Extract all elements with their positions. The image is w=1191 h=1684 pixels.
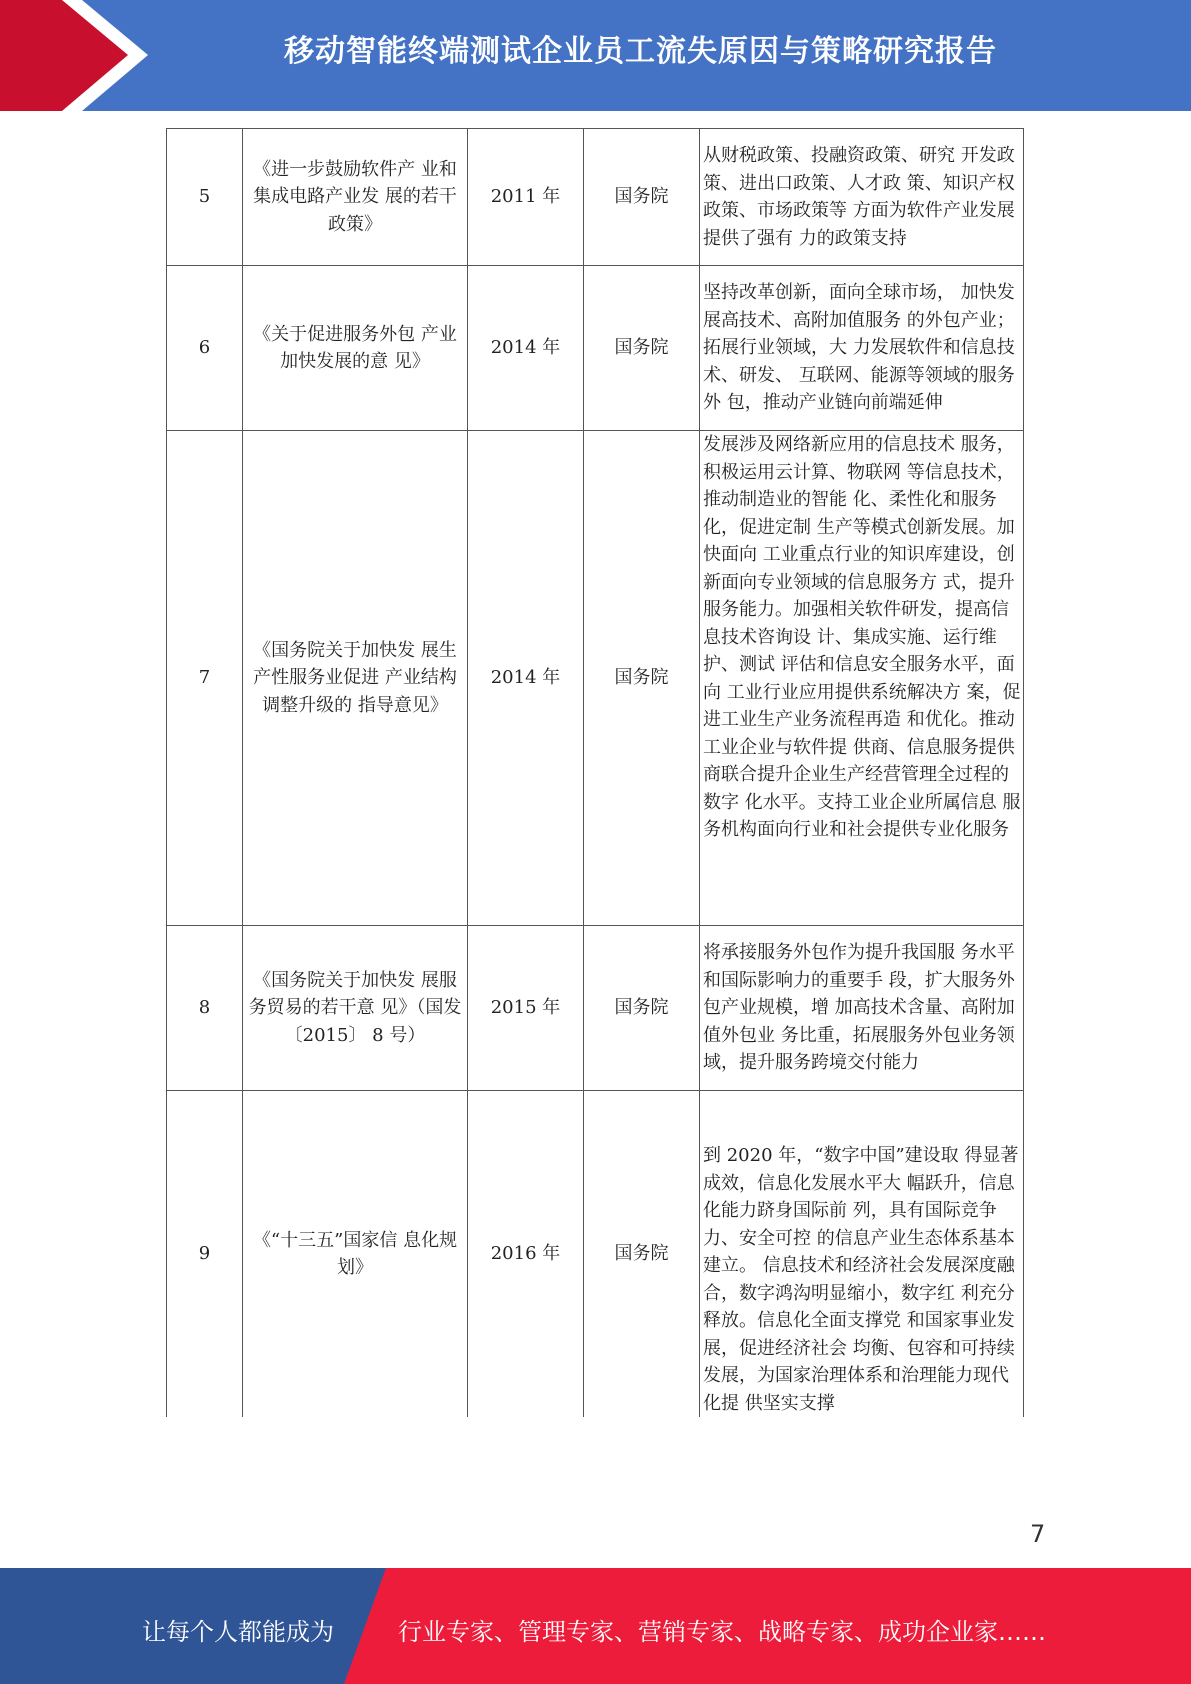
policy-description: 坚持改革创新，面向全球市场， 加快发展高技术、高附加值服务 的外包产业；拓展行业领域，大 力发展软件和信息技术、研发、 互联网、能源等领域的服务外 包，推动产业链向前端延伸 bbox=[700, 266, 1024, 431]
footer-slogan-left: 让每个人都能成为 bbox=[142, 1618, 334, 1646]
table-row bbox=[167, 1091, 1024, 1418]
table-row bbox=[167, 266, 1024, 431]
policy-issuer: 国务院 bbox=[584, 129, 700, 266]
policy-description: 将承接服务外包作为提升我国服 务水平和国际影响力的重要手 段，扩大服务外包产业规模，增 加高技术含量、高附加值外包业 务比重，拓展服务外包业务领 域，提升服务跨境交付能力 bbox=[700, 926, 1024, 1091]
policy-year: 2011 年 bbox=[468, 129, 584, 266]
policy-table bbox=[166, 128, 1024, 1417]
row-number: 9 bbox=[167, 1091, 243, 1418]
footer-slogan-right: 行业专家、管理专家、营销专家、战略专家、成功企业家…… bbox=[398, 1618, 1046, 1646]
policy-description: 从财税政策、投融资政策、研究 开发政策、进出口政策、人才政 策、知识产权政策、市场政策等 方面为软件产业发展提供了强有 力的政策支持 bbox=[700, 129, 1024, 266]
policy-name: 《“十三五”国家信 息化规划》 bbox=[243, 1091, 468, 1418]
table-row bbox=[167, 431, 1024, 926]
policy-issuer: 国务院 bbox=[584, 431, 700, 926]
row-number: 6 bbox=[167, 266, 243, 431]
page-header bbox=[0, 0, 1191, 111]
policy-name: 《关于促进服务外包 产业加快发展的意 见》 bbox=[243, 266, 468, 431]
policy-year: 2014 年 bbox=[468, 431, 584, 926]
policy-name: 《国务院关于加快发 展生产性服务业促进 产业结构调整升级的 指导意见》 bbox=[243, 431, 468, 926]
page-title: 移动智能终端测试企业员工流失原因与策略研究报告 bbox=[284, 34, 997, 69]
policy-description: 发展涉及网络新应用的信息技术 服务，积极运用云计算、物联网 等信息技术，推动制造业的智能 化、柔性化和服务化，促进定制 生产等模式创新发展。加快面向 工业重点行业的知识库建设，创 新面向专业领域的信息服务方 式，提升服务能力。加强相关软件研发，提高信息技术咨询设 计、集成实施、运行维护、测试 评估和信息安全服务水平，面向 工业行业应用提供系统解决方 案，促进工业生产业务流程再造 和优化。推动工业企业与软件提 供商、信息服务提供商联合提升企业生产经营管理全过程的数字 化水平。支持工业企业所属信息 服务机构面向行业和社会提供专业化服务 bbox=[700, 431, 1024, 926]
policy-table-wrap bbox=[166, 128, 1024, 1417]
policy-description: 到 2020 年，“数字中国”建设取 得显著成效，信息化发展水平大 幅跃升，信息化能力跻身国际前 列，具有国际竞争力、安全可控 的信息产业生态体系基本建立。 信息技术和经济社会发展深度融 合，数字鸿沟明显缩小，数字红 利充分释放。信息化全面支撑党 和国家事业发展，促进经济社会 均衡、包容和可持续发展，为国家治理体系和治理能力现代化提 供坚实支撑 bbox=[700, 1091, 1024, 1418]
policy-issuer: 国务院 bbox=[584, 1091, 700, 1418]
policy-year: 2015 年 bbox=[468, 926, 584, 1091]
policy-issuer: 国务院 bbox=[584, 926, 700, 1091]
policy-year: 2016 年 bbox=[468, 1091, 584, 1418]
row-number: 7 bbox=[167, 431, 243, 926]
policy-name: 《国务院关于加快发 展服务贸易的若干意 见》（国发〔2015〕 8 号） bbox=[243, 926, 468, 1091]
page-number: 7 bbox=[1030, 1520, 1046, 1548]
policy-issuer: 国务院 bbox=[584, 266, 700, 431]
table-row bbox=[167, 129, 1024, 266]
row-number: 5 bbox=[167, 129, 243, 266]
page-footer bbox=[0, 1568, 1191, 1684]
policy-year: 2014 年 bbox=[468, 266, 584, 431]
table-row bbox=[167, 926, 1024, 1091]
policy-name: 《进一步鼓励软件产 业和集成电路产业发 展的若干政策》 bbox=[243, 129, 468, 266]
row-number: 8 bbox=[167, 926, 243, 1091]
